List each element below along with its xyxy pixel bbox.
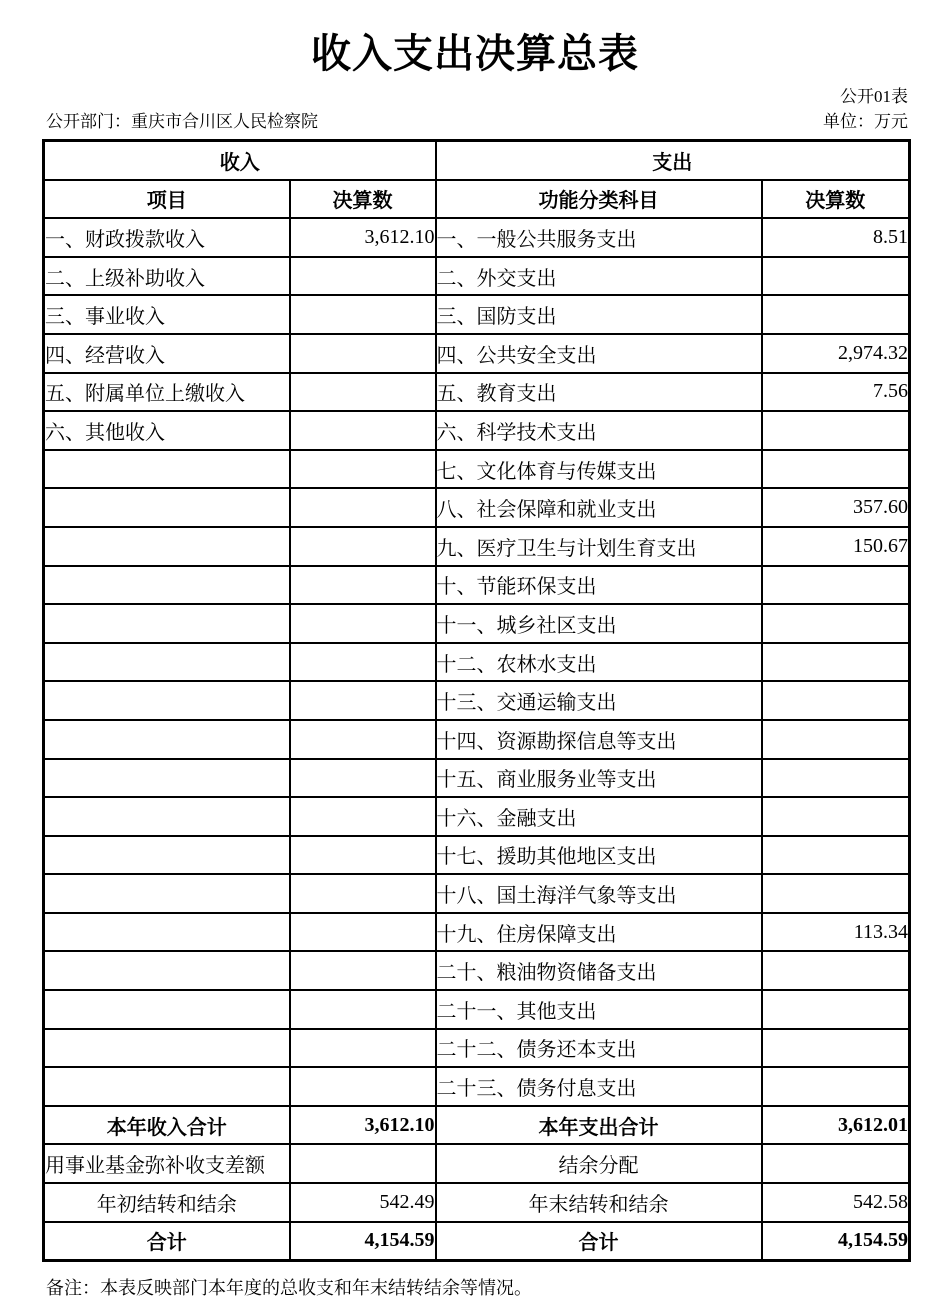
income-item-cell	[44, 759, 290, 798]
income-item-cell	[44, 720, 290, 759]
expense-amount-cell	[762, 295, 910, 334]
expense-amount-cell	[762, 720, 910, 759]
income-amount-cell: 3,612.10	[290, 1106, 436, 1145]
income-amount-cell	[290, 797, 436, 836]
expense-item-cell: 三、国防支出	[436, 295, 762, 334]
expense-item-cell: 十八、国土海洋气象等支出	[436, 874, 762, 913]
income-amount-cell	[290, 1144, 436, 1183]
summary-row	[44, 1183, 910, 1222]
income-amount-cell	[290, 913, 436, 952]
expense-amount-cell: 8.51	[762, 218, 910, 257]
income-amount-cell	[290, 759, 436, 798]
expense-amount-cell	[762, 1144, 910, 1183]
expense-amount-cell: 542.58	[762, 1183, 910, 1222]
expense-item-cell: 二、外交支出	[436, 257, 762, 296]
expense-item-header: 功能分类科目	[436, 180, 762, 219]
table-body	[44, 218, 910, 1261]
table-row	[44, 373, 910, 412]
income-amount-cell	[290, 488, 436, 527]
table-row	[44, 759, 910, 798]
expense-section-header: 支出	[436, 141, 910, 180]
income-item-cell	[44, 681, 290, 720]
table-row	[44, 488, 910, 527]
income-item-cell: 三、事业收入	[44, 295, 290, 334]
income-item-cell	[44, 874, 290, 913]
expense-item-cell: 二十、粮油物资储备支出	[436, 951, 762, 990]
final-accounts-table	[42, 139, 911, 1262]
expense-item-cell: 十三、交通运输支出	[436, 681, 762, 720]
table-row	[44, 1029, 910, 1068]
income-item-cell	[44, 913, 290, 952]
expense-amount-cell	[762, 604, 910, 643]
expense-item-cell: 二十一、其他支出	[436, 990, 762, 1029]
income-amount-cell	[290, 566, 436, 605]
table-row	[44, 411, 910, 450]
expense-amount-cell	[762, 643, 910, 682]
income-amount-cell	[290, 681, 436, 720]
income-amount-cell	[290, 373, 436, 412]
income-item-cell	[44, 488, 290, 527]
expense-item-cell: 十七、援助其他地区支出	[436, 836, 762, 875]
expense-item-cell: 一、一般公共服务支出	[436, 218, 762, 257]
expense-item-cell: 四、公共安全支出	[436, 334, 762, 373]
income-item-cell: 一、财政拨款收入	[44, 218, 290, 257]
summary-row	[44, 1106, 910, 1145]
income-amount-cell	[290, 527, 436, 566]
summary-row	[44, 1144, 910, 1183]
column-header-row	[44, 180, 910, 219]
table-row	[44, 1067, 910, 1106]
expense-item-cell: 十一、城乡社区支出	[436, 604, 762, 643]
table-row	[44, 681, 910, 720]
expense-amount-cell	[762, 874, 910, 913]
expense-amount-cell	[762, 1067, 910, 1106]
income-amount-cell	[290, 334, 436, 373]
expense-amount-cell: 150.67	[762, 527, 910, 566]
table-row	[44, 913, 910, 952]
table-row	[44, 720, 910, 759]
table-row	[44, 566, 910, 605]
expense-item-cell: 七、文化体育与传媒支出	[436, 450, 762, 489]
expense-amount-cell: 357.60	[762, 488, 910, 527]
income-amount-cell	[290, 604, 436, 643]
income-item-cell: 合计	[44, 1222, 290, 1261]
table-row	[44, 643, 910, 682]
expense-item-cell: 九、医疗卫生与计划生育支出	[436, 527, 762, 566]
expense-item-cell: 六、科学技术支出	[436, 411, 762, 450]
remark-note: 备注：本表反映部门本年度的总收支和年末结转结余等情况。	[46, 1278, 532, 1299]
table-row	[44, 218, 910, 257]
income-item-cell: 二、上级补助收入	[44, 257, 290, 296]
expense-amount-cell	[762, 566, 910, 605]
income-section-header: 收入	[44, 141, 436, 180]
expense-item-cell: 十五、商业服务业等支出	[436, 759, 762, 798]
income-item-cell	[44, 1067, 290, 1106]
expense-item-cell: 二十二、债务还本支出	[436, 1029, 762, 1068]
department-label: 公开部门：重庆市合川区人民检察院	[46, 112, 318, 131]
income-item-cell: 本年收入合计	[44, 1106, 290, 1145]
expense-amount-cell: 4,154.59	[762, 1222, 910, 1261]
expense-item-cell: 五、教育支出	[436, 373, 762, 412]
income-amount-cell	[290, 874, 436, 913]
expense-item-cell: 十、节能环保支出	[436, 566, 762, 605]
expense-amount-cell: 3,612.01	[762, 1106, 910, 1145]
expense-amount-cell	[762, 951, 910, 990]
income-item-cell	[44, 604, 290, 643]
income-amount-cell	[290, 295, 436, 334]
expense-amount-cell: 2,974.32	[762, 334, 910, 373]
income-item-cell: 五、附属单位上缴收入	[44, 373, 290, 412]
expense-amount-cell	[762, 759, 910, 798]
table-row	[44, 527, 910, 566]
expense-amount-cell	[762, 257, 910, 296]
expense-item-cell: 二十三、债务付息支出	[436, 1067, 762, 1106]
income-amount-header: 决算数	[290, 180, 436, 219]
income-item-cell	[44, 951, 290, 990]
income-amount-cell: 4,154.59	[290, 1222, 436, 1261]
expense-amount-cell: 7.56	[762, 373, 910, 412]
expense-amount-header: 决算数	[762, 180, 910, 219]
income-amount-cell	[290, 411, 436, 450]
expense-item-cell: 本年支出合计	[436, 1106, 762, 1145]
income-item-cell: 用事业基金弥补收支差额	[44, 1144, 290, 1183]
table-row	[44, 334, 910, 373]
income-item-cell	[44, 797, 290, 836]
income-amount-cell	[290, 836, 436, 875]
expense-amount-cell	[762, 450, 910, 489]
table-row	[44, 797, 910, 836]
income-amount-cell	[290, 990, 436, 1029]
expense-amount-cell	[762, 797, 910, 836]
income-amount-cell	[290, 450, 436, 489]
expense-item-cell: 八、社会保障和就业支出	[436, 488, 762, 527]
expense-amount-cell	[762, 681, 910, 720]
document-page	[0, 30, 950, 1305]
summary-row	[44, 1222, 910, 1261]
expense-amount-cell: 113.34	[762, 913, 910, 952]
expense-item-cell: 十六、金融支出	[436, 797, 762, 836]
expense-item-cell: 结余分配	[436, 1144, 762, 1183]
table-row	[44, 990, 910, 1029]
income-amount-cell	[290, 643, 436, 682]
expense-item-cell: 合计	[436, 1222, 762, 1261]
unit-label: 单位：万元	[823, 112, 908, 131]
expense-item-cell: 十九、住房保障支出	[436, 913, 762, 952]
income-amount-cell: 542.49	[290, 1183, 436, 1222]
table-code-label: 公开01表	[840, 87, 908, 106]
section-header-row	[44, 141, 910, 180]
income-amount-cell	[290, 720, 436, 759]
table-row	[44, 257, 910, 296]
expense-amount-cell	[762, 1029, 910, 1068]
income-amount-cell	[290, 257, 436, 296]
meta-line	[46, 110, 908, 134]
income-item-cell: 四、经营收入	[44, 334, 290, 373]
expense-item-cell: 十四、资源勘探信息等支出	[436, 720, 762, 759]
income-item-cell	[44, 836, 290, 875]
table-row	[44, 604, 910, 643]
income-item-cell	[44, 527, 290, 566]
income-item-cell	[44, 566, 290, 605]
income-item-cell: 六、其他收入	[44, 411, 290, 450]
page-title: 收入支出决算总表	[311, 31, 639, 76]
table-row	[44, 295, 910, 334]
expense-item-cell: 十二、农林水支出	[436, 643, 762, 682]
income-item-cell	[44, 1029, 290, 1068]
expense-item-cell: 年末结转和结余	[436, 1183, 762, 1222]
expense-amount-cell	[762, 836, 910, 875]
income-amount-cell: 3,612.10	[290, 218, 436, 257]
expense-amount-cell	[762, 990, 910, 1029]
income-item-cell	[44, 990, 290, 1029]
income-amount-cell	[290, 951, 436, 990]
income-item-header: 项目	[44, 180, 290, 219]
income-item-cell	[44, 643, 290, 682]
expense-amount-cell	[762, 411, 910, 450]
income-amount-cell	[290, 1067, 436, 1106]
income-item-cell: 年初结转和结余	[44, 1183, 290, 1222]
table-row	[44, 450, 910, 489]
income-item-cell	[44, 450, 290, 489]
table-row	[44, 836, 910, 875]
income-amount-cell	[290, 1029, 436, 1068]
table-row	[44, 951, 910, 990]
table-row	[44, 874, 910, 913]
